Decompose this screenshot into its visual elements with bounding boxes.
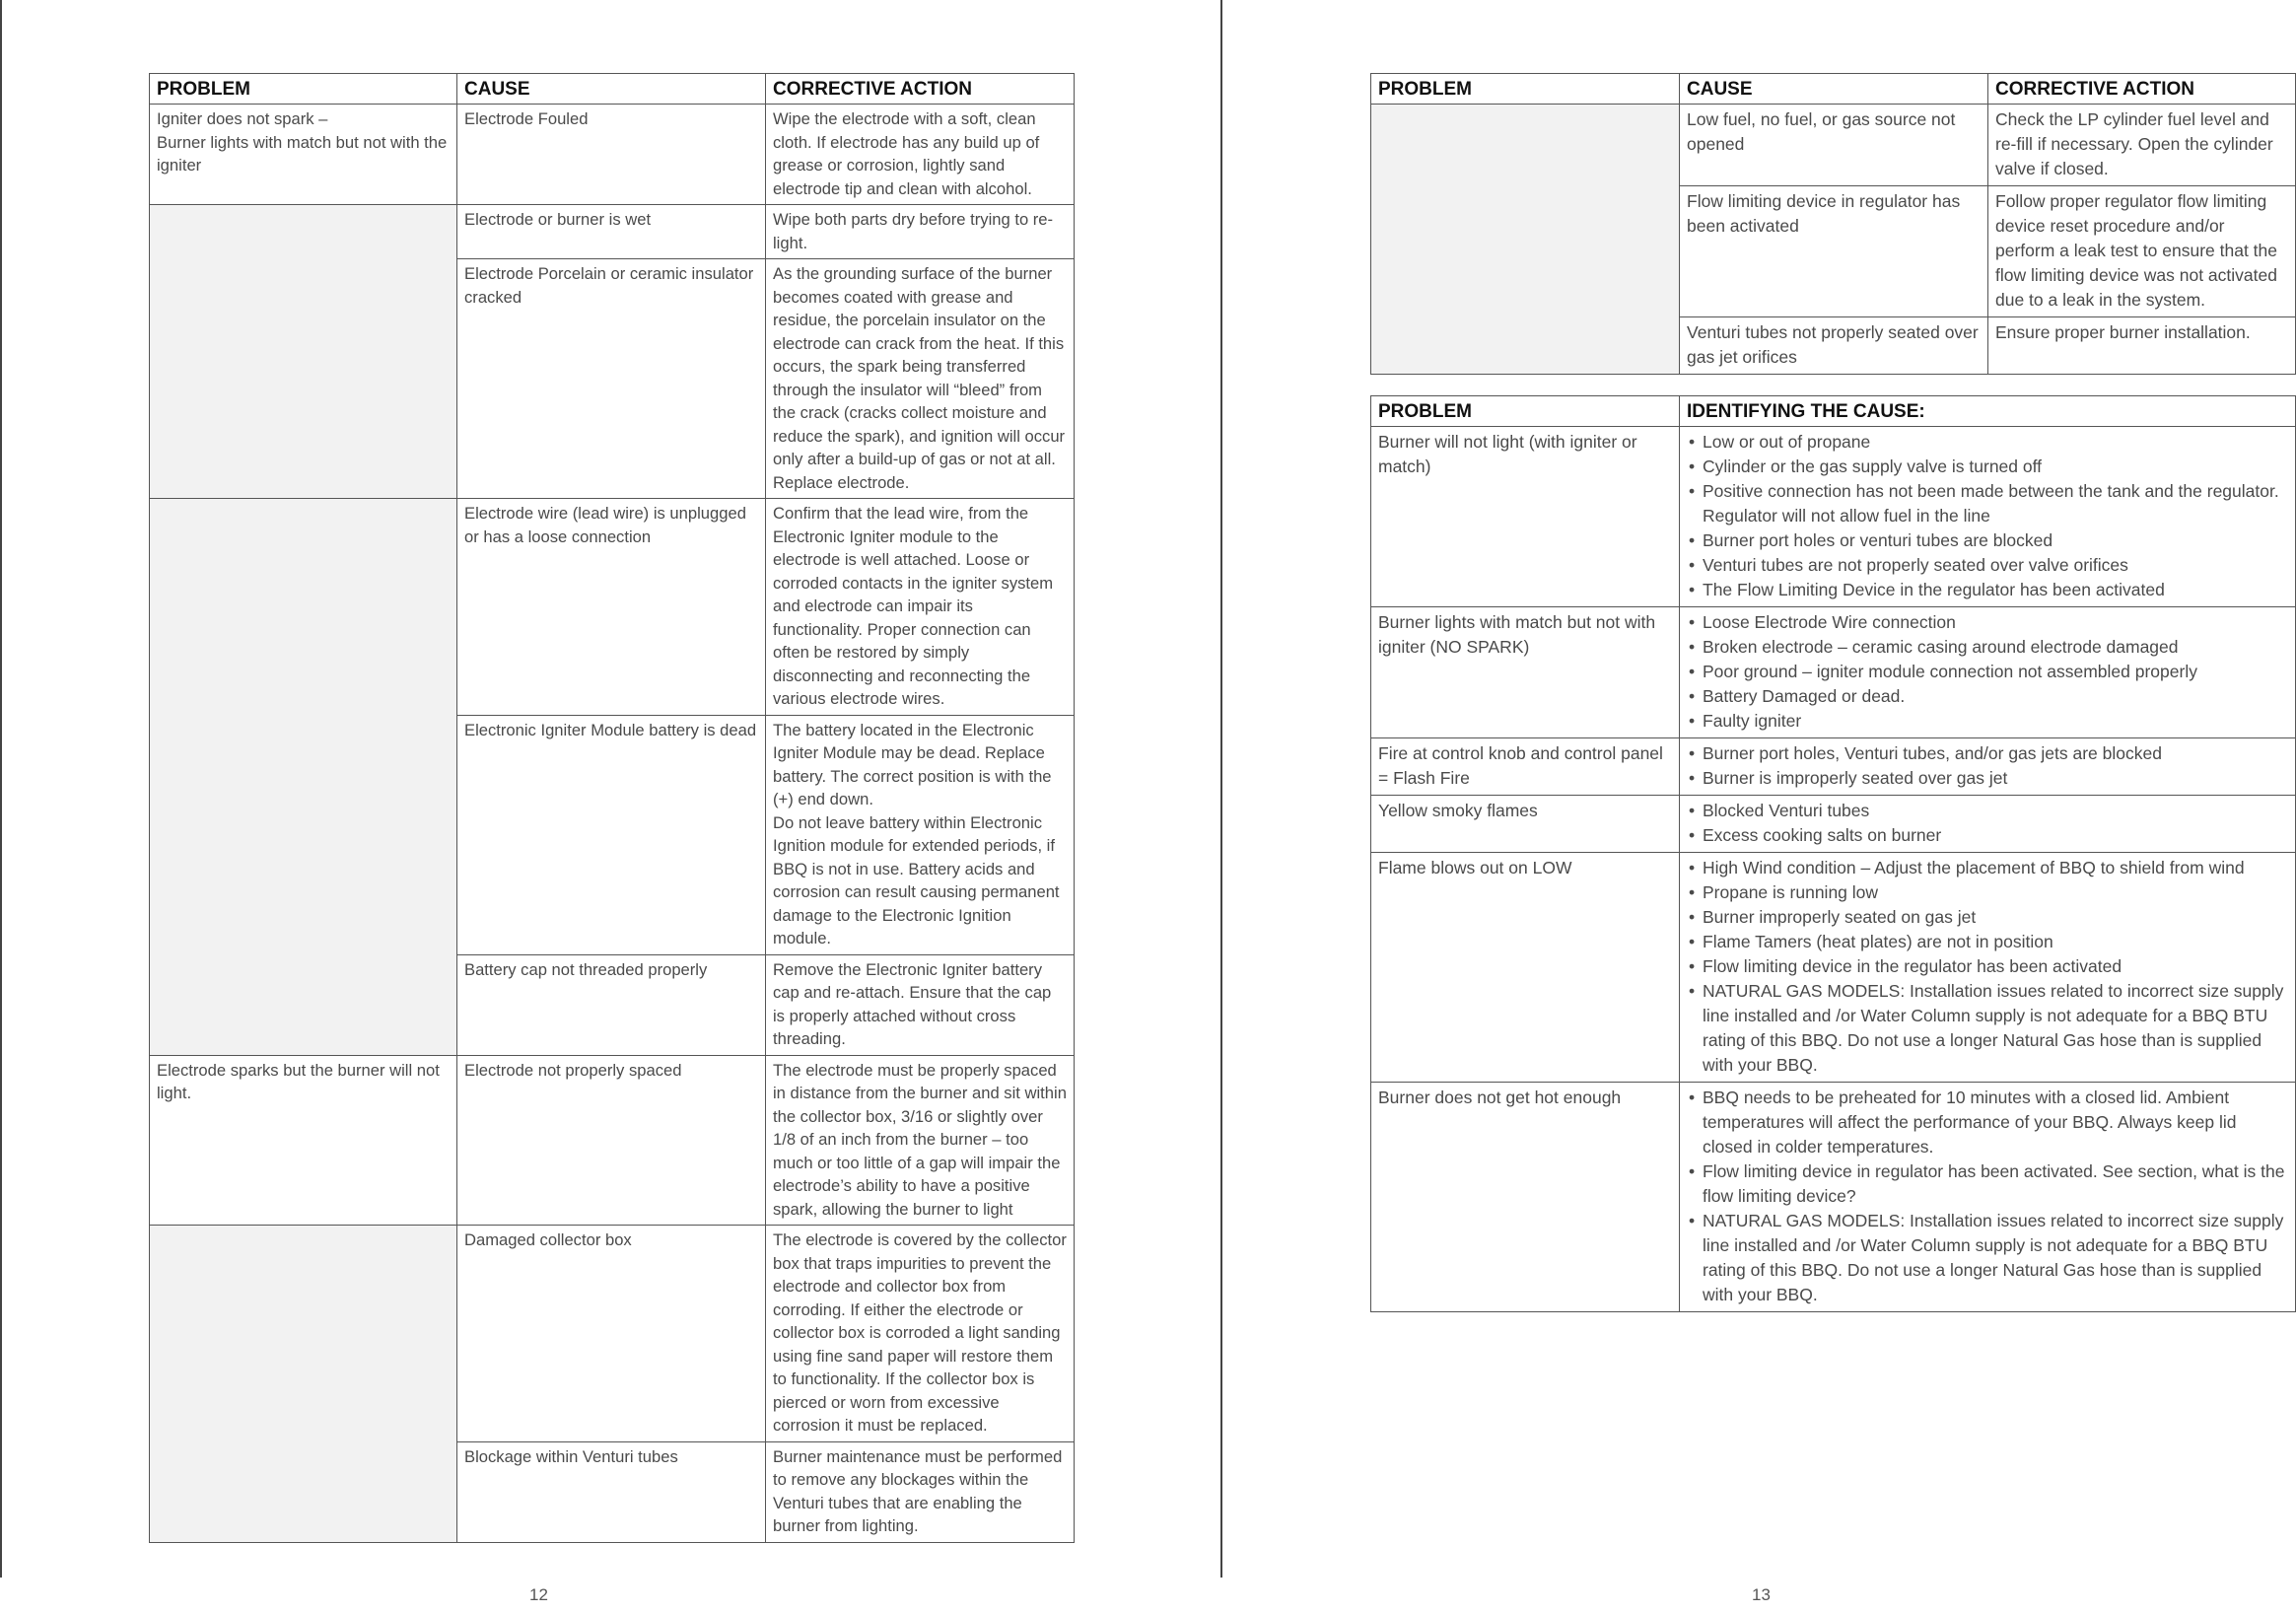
page-right xyxy=(1222,0,2296,1614)
action-cell: Burner maintenance must be performed to remove any blockages within the Venturi tubes that are enabling the burner from lighting. xyxy=(766,1441,1075,1542)
table-row xyxy=(150,1055,1075,1226)
cause-item: • BBQ needs to be preheated for 10 minutes with a closed lid. Ambient temperatures will affect the performance of your BBQ. Always keep lid closed in colder temperatures. xyxy=(1687,1086,2288,1159)
cause-item: • High Wind condition – Adjust the placement of BBQ to shield from wind xyxy=(1687,856,2288,880)
cause-cell: Flow limiting device in regulator has been activated xyxy=(1680,186,1988,317)
action-cell: Confirm that the lead wire, from the Electronic Igniter module to the electrode is well attached. Loose or corroded contacts in the igniter system and electrode can impair its functionality. Proper connection can often be restored by simply disconnecting and reconnecting the various electrode wires. xyxy=(766,499,1075,716)
problem-cell: Igniter does not spark – Burner lights with match but not with the igniter xyxy=(150,105,457,205)
action-cell: Wipe the electrode with a soft, clean cloth. If electrode has any build up of grease or corrosion, lightly sand electrode tip and clean with alcohol. xyxy=(766,105,1075,205)
causes-cell xyxy=(1680,738,2296,796)
cause-item: • Burner improperly seated on gas jet xyxy=(1687,905,2288,930)
action-cell: As the grounding surface of the burner becomes coated with grease and residue, the porcelain insulator on the electrode can crack from the heat. If this occurs, the spark being transferred through the insulator will “bleed” from the crack (cracks collect moisture and reduce the spark), and ignition will occur only after a build-up of gas or not at all. Replace electrode. xyxy=(766,259,1075,499)
cause-item: • Excess cooking salts on burner xyxy=(1687,823,2288,848)
page-number: 12 xyxy=(529,1585,548,1604)
cause-item: • Burner port holes or venturi tubes are blocked xyxy=(1687,528,2288,553)
cause-item: • Venturi tubes are not properly seated over valve orifices xyxy=(1687,553,2288,578)
action-cell: Check the LP cylinder fuel level and re-fill if necessary. Open the cylinder valve if closed. xyxy=(1988,105,2296,186)
cause-item: • Burner port holes, Venturi tubes, and/or gas jets are blocked xyxy=(1687,741,2288,766)
problem-cell: Yellow smoky flames xyxy=(1371,796,1680,853)
cause-item: • Flame Tamers (heat plates) are not in position xyxy=(1687,930,2288,954)
problem-cell-blank xyxy=(1371,105,1680,375)
table-row xyxy=(150,499,1075,716)
cause-cell: Electronic Igniter Module battery is dead xyxy=(457,715,766,954)
cause-item: • Flow limiting device in the regulator has been activated xyxy=(1687,954,2288,979)
problem-cell: Fire at control knob and control panel = Flash Fire xyxy=(1371,738,1680,796)
action-cell: Remove the Electronic Igniter battery cap and re-attach. Ensure that the cap is properly attached without cross threading. xyxy=(766,954,1075,1055)
header-cause: CAUSE xyxy=(457,74,766,105)
cause-item: • NATURAL GAS MODELS: Installation issues related to incorrect size supply line installed and /or Water Column supply is not adequate for a BBQ BTU rating of this BBQ. Do not use a longer Natural Gas hose than is supplied with your BBQ. xyxy=(1687,1209,2288,1307)
problem-cell: Electrode sparks but the burner will not light. xyxy=(150,1055,457,1226)
cause-item: • Flow limiting device in regulator has been activated. See section, what is the flow limiting device? xyxy=(1687,1159,2288,1209)
problem-cell-blank xyxy=(150,499,457,1056)
cause-cell: Low fuel, no fuel, or gas source not opened xyxy=(1680,105,1988,186)
problem-cell: Burner lights with match but not with igniter (NO SPARK) xyxy=(1371,607,1680,738)
table-row xyxy=(1371,796,2296,853)
table-row xyxy=(150,205,1075,259)
problem-cell-blank xyxy=(150,1226,457,1543)
header-corrective-action: CORRECTIVE ACTION xyxy=(1988,74,2296,105)
cause-cell: Electrode Porcelain or ceramic insulator cracked xyxy=(457,259,766,499)
table-row xyxy=(1371,1083,2296,1312)
table-row xyxy=(1371,738,2296,796)
action-cell: Ensure proper burner installation. xyxy=(1988,317,2296,375)
table-row xyxy=(150,1226,1075,1442)
cause-cell: Blockage within Venturi tubes xyxy=(457,1441,766,1542)
cause-cell: Damaged collector box xyxy=(457,1226,766,1442)
header-problem: PROBLEM xyxy=(150,74,457,105)
cause-item: • Low or out of propane xyxy=(1687,430,2288,455)
cause-cell: Venturi tubes not properly seated over gas jet orifices xyxy=(1680,317,1988,375)
header-problem: PROBLEM xyxy=(1371,396,1680,427)
problem-cell: Burner will not light (with igniter or match) xyxy=(1371,427,1680,607)
header-corrective-action: CORRECTIVE ACTION xyxy=(766,74,1075,105)
cause-list xyxy=(1687,610,2288,734)
problem-cell: Burner does not get hot enough xyxy=(1371,1083,1680,1312)
action-cell: Wipe both parts dry before trying to re-light. xyxy=(766,205,1075,259)
cause-cell: Electrode Fouled xyxy=(457,105,766,205)
table-row xyxy=(1371,105,2296,186)
header-problem: PROBLEM xyxy=(1371,74,1680,105)
cause-cell: Electrode wire (lead wire) is unplugged or has a loose connection xyxy=(457,499,766,716)
troubleshooting-table-left xyxy=(149,73,1075,1543)
troubleshooting-table-right xyxy=(1370,73,2296,375)
table-row xyxy=(150,105,1075,205)
table-header-row xyxy=(1371,396,2296,427)
cause-list xyxy=(1687,1086,2288,1307)
action-cell: Follow proper regulator flow limiting device reset procedure and/or perform a leak test to ensure that the flow limiting device was not activated due to a leak in the system. xyxy=(1988,186,2296,317)
page-edge xyxy=(0,0,2,1578)
cause-list xyxy=(1687,856,2288,1078)
cause-item: • Broken electrode – ceramic casing around electrode damaged xyxy=(1687,635,2288,660)
cause-list xyxy=(1687,799,2288,848)
problem-cell: Flame blows out on LOW xyxy=(1371,853,1680,1083)
cause-item: • Blocked Venturi tubes xyxy=(1687,799,2288,823)
cause-item: • Positive connection has not been made between the tank and the regulator. Regulator will not allow fuel in the line xyxy=(1687,479,2288,528)
problem-cell-blank xyxy=(150,205,457,499)
table-header-row xyxy=(1371,74,2296,105)
cause-cell: Electrode or burner is wet xyxy=(457,205,766,259)
cause-item: • Cylinder or the gas supply valve is turned off xyxy=(1687,455,2288,479)
cause-item: • Propane is running low xyxy=(1687,880,2288,905)
table-row xyxy=(1371,427,2296,607)
header-cause: CAUSE xyxy=(1680,74,1988,105)
identifying-cause-table xyxy=(1370,395,2296,1312)
action-cell: The electrode is covered by the collector box that traps impurities to prevent the electrode and collector box from corroding. If either the electrode or collector box is corroded a light sanding using fine sand paper will restore them to functionality. If the collector box is pierced or worn from excessive corrosion it must be replaced. xyxy=(766,1226,1075,1442)
cause-item: • Loose Electrode Wire connection xyxy=(1687,610,2288,635)
causes-cell xyxy=(1680,1083,2296,1312)
cause-item: • Poor ground – igniter module connection not assembled properly xyxy=(1687,660,2288,684)
action-cell: The battery located in the Electronic Igniter Module may be dead. Replace battery. The correct position is with the (+) end down. Do not leave battery within Electronic Ignition module for extended periods, if BBQ is not in use. Battery acids and corrosion can result causing permanent damage to the Electronic Ignition module. xyxy=(766,715,1075,954)
cause-list xyxy=(1687,430,2288,602)
cause-cell: Battery cap not threaded properly xyxy=(457,954,766,1055)
table-row xyxy=(1371,853,2296,1083)
header-identifying-cause: IDENTIFYING THE CAUSE: xyxy=(1680,396,2296,427)
causes-cell xyxy=(1680,427,2296,607)
cause-item: • NATURAL GAS MODELS: Installation issues related to incorrect size supply line installed and /or Water Column supply is not adequate for a BBQ BTU rating of this BBQ. Do not use a longer Natural Gas hose than is supplied with your BBQ. xyxy=(1687,979,2288,1078)
action-cell: The electrode must be properly spaced in distance from the burner and sit within the collector box, 3/16 or slightly over 1/8 of an inch from the burner – too much or too little of a gap will impair the electrode’s ability to have a positive spark, allowing the burner to light xyxy=(766,1055,1075,1226)
causes-cell xyxy=(1680,607,2296,738)
causes-cell xyxy=(1680,796,2296,853)
cause-cell: Electrode not properly spaced xyxy=(457,1055,766,1226)
page-number: 13 xyxy=(1752,1585,1771,1604)
cause-item: • The Flow Limiting Device in the regulator has been activated xyxy=(1687,578,2288,602)
cause-item: • Burner is improperly seated over gas jet xyxy=(1687,766,2288,791)
table-row xyxy=(1371,607,2296,738)
cause-item: • Battery Damaged or dead. xyxy=(1687,684,2288,709)
causes-cell xyxy=(1680,853,2296,1083)
cause-item: • Faulty igniter xyxy=(1687,709,2288,734)
table-header-row xyxy=(150,74,1075,105)
cause-list xyxy=(1687,741,2288,791)
